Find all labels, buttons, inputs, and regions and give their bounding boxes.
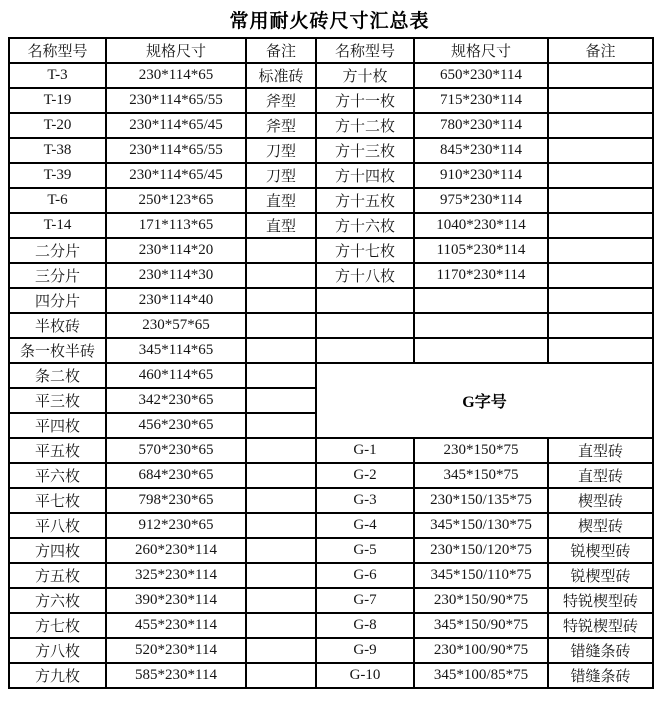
table-cell: 1105*230*114: [414, 238, 548, 263]
table-cell: 方十二枚: [316, 113, 414, 138]
table-cell: 230*114*65: [106, 63, 246, 88]
table-header: [9, 38, 653, 63]
table-cell: 刀型: [246, 138, 316, 163]
table-cell: 230*100/90*75: [414, 638, 548, 663]
table-cell: 半枚砖: [9, 313, 106, 338]
table-cell: 230*114*20: [106, 238, 246, 263]
table-cell: G-1: [316, 438, 414, 463]
table-cell: 715*230*114: [414, 88, 548, 113]
table-cell: 平四枚: [9, 413, 106, 438]
table-cell: [548, 213, 653, 238]
table-cell: 230*114*65/55: [106, 88, 246, 113]
table-cell: [316, 288, 414, 313]
table-cell: 845*230*114: [414, 138, 548, 163]
table-cell: 456*230*65: [106, 413, 246, 438]
page-title: 常用耐火砖尺寸汇总表: [229, 11, 430, 32]
table-cell: 平五枚: [9, 438, 106, 463]
table-row: [9, 188, 653, 213]
table-cell: 方十三枚: [316, 138, 414, 163]
table-cell: 方六枚: [9, 588, 106, 613]
table-row: [9, 488, 653, 513]
table-cell: 570*230*65: [106, 438, 246, 463]
table-cell: [246, 613, 316, 638]
table-cell: 585*230*114: [106, 663, 246, 688]
table-cell: 条二枚: [9, 363, 106, 388]
table-cell: 方九枚: [9, 663, 106, 688]
table-cell: 直型砖: [548, 463, 653, 488]
table-cell: 455*230*114: [106, 613, 246, 638]
table-cell: 975*230*114: [414, 188, 548, 213]
table-row: [9, 213, 653, 238]
table-cell: 345*150/90*75: [414, 613, 548, 638]
table-cell: 特锐楔型砖: [548, 588, 653, 613]
table-cell: T-3: [9, 63, 106, 88]
table-cell: [414, 288, 548, 313]
table-cell: 250*123*65: [106, 188, 246, 213]
table-cell: 方十枚: [316, 63, 414, 88]
table-cell: G-3: [316, 488, 414, 513]
table-cell: 230*114*30: [106, 263, 246, 288]
table-cell: [548, 163, 653, 188]
table-cell: 四分片: [9, 288, 106, 313]
table-cell: 230*114*65/45: [106, 113, 246, 138]
table-row: [9, 63, 653, 88]
table-cell: [548, 313, 653, 338]
table-cell: 230*114*40: [106, 288, 246, 313]
table-row: [9, 88, 653, 113]
table-cell: 直型: [246, 213, 316, 238]
table-cell: 345*150*75: [414, 463, 548, 488]
table-cell: 345*150/130*75: [414, 513, 548, 538]
table-cell: [316, 338, 414, 363]
table-cell: 平八枚: [9, 513, 106, 538]
table-row: [9, 613, 653, 638]
table-cell: 斧型: [246, 88, 316, 113]
table-cell: 楔型砖: [548, 513, 653, 538]
table-cell: [246, 563, 316, 588]
table-cell: [548, 113, 653, 138]
table-cell: 230*114*65/45: [106, 163, 246, 188]
table-cell: 错缝条砖: [548, 638, 653, 663]
table-row: [9, 438, 653, 463]
table-row: [9, 463, 653, 488]
table-cell: [246, 638, 316, 663]
table-cell: 910*230*114: [414, 163, 548, 188]
table-cell: 345*100/85*75: [414, 663, 548, 688]
table-row: [9, 588, 653, 613]
table-row: [9, 638, 653, 663]
column-header: 备注: [548, 38, 653, 63]
table-cell: 刀型: [246, 163, 316, 188]
table-cell: 条一枚半砖: [9, 338, 106, 363]
table-cell: [246, 288, 316, 313]
table-cell: [246, 438, 316, 463]
table-cell: 345*114*65: [106, 338, 246, 363]
table-cell: 错缝条砖: [548, 663, 653, 688]
table-cell: 直型: [246, 188, 316, 213]
table-cell: [246, 663, 316, 688]
table-cell: [246, 463, 316, 488]
column-header: 备注: [246, 38, 316, 63]
table-cell: 二分片: [9, 238, 106, 263]
table-cell: T-6: [9, 188, 106, 213]
table-cell: 650*230*114: [414, 63, 548, 88]
table-cell: G-8: [316, 613, 414, 638]
table-cell: 230*150*75: [414, 438, 548, 463]
table-cell: 325*230*114: [106, 563, 246, 588]
table-cell: [548, 238, 653, 263]
table-cell: 780*230*114: [414, 113, 548, 138]
table-cell: G-10: [316, 663, 414, 688]
table-cell: 520*230*114: [106, 638, 246, 663]
table-body: [9, 63, 653, 688]
table-cell: [246, 338, 316, 363]
g-series-section-label: G字号: [316, 363, 653, 438]
table-cell: 230*150/120*75: [414, 538, 548, 563]
table-cell: 230*114*65/55: [106, 138, 246, 163]
table-cell: [414, 313, 548, 338]
table-cell: 方七枚: [9, 613, 106, 638]
table-cell: 798*230*65: [106, 488, 246, 513]
brick-size-table: [8, 37, 654, 689]
table-row: [9, 538, 653, 563]
table-cell: [414, 338, 548, 363]
table-row: [9, 563, 653, 588]
table-cell: T-39: [9, 163, 106, 188]
table-row: [9, 663, 653, 688]
table-row: [9, 338, 653, 363]
table-cell: T-19: [9, 88, 106, 113]
table-row: [9, 288, 653, 313]
table-cell: 三分片: [9, 263, 106, 288]
table-cell: G-7: [316, 588, 414, 613]
table-cell: 684*230*65: [106, 463, 246, 488]
table-cell: T-14: [9, 213, 106, 238]
table-cell: 230*150/135*75: [414, 488, 548, 513]
table-cell: G-2: [316, 463, 414, 488]
table-row: [9, 113, 653, 138]
table-cell: [246, 488, 316, 513]
table-cell: [316, 313, 414, 338]
table-cell: [246, 313, 316, 338]
table-cell: G-5: [316, 538, 414, 563]
table-cell: 171*113*65: [106, 213, 246, 238]
table-row: [9, 238, 653, 263]
table-cell: [246, 238, 316, 263]
table-cell: 特锐楔型砖: [548, 613, 653, 638]
table-cell: [246, 588, 316, 613]
column-header: 规格尺寸: [414, 38, 548, 63]
table-cell: 方四枚: [9, 538, 106, 563]
table-cell: 方十五枚: [316, 188, 414, 213]
table-cell: [246, 363, 316, 388]
table-cell: G-6: [316, 563, 414, 588]
table-cell: 斧型: [246, 113, 316, 138]
table-cell: 方十四枚: [316, 163, 414, 188]
table-cell: [246, 513, 316, 538]
table-cell: 230*57*65: [106, 313, 246, 338]
table-cell: 楔型砖: [548, 488, 653, 513]
table-row: [9, 363, 653, 388]
table-cell: 平六枚: [9, 463, 106, 488]
column-header: 名称型号: [316, 38, 414, 63]
table-row: [9, 263, 653, 288]
column-header: 名称型号: [9, 38, 106, 63]
table-cell: 平三枚: [9, 388, 106, 413]
column-header: 规格尺寸: [106, 38, 246, 63]
table-cell: T-38: [9, 138, 106, 163]
table-row: [9, 163, 653, 188]
table-cell: [246, 263, 316, 288]
table-cell: 1040*230*114: [414, 213, 548, 238]
table-cell: 方十七枚: [316, 238, 414, 263]
table-cell: 方八枚: [9, 638, 106, 663]
table-cell: 锐楔型砖: [548, 563, 653, 588]
table-cell: 390*230*114: [106, 588, 246, 613]
table-cell: G-4: [316, 513, 414, 538]
table-cell: [548, 338, 653, 363]
table-cell: 1170*230*114: [414, 263, 548, 288]
table-cell: [246, 538, 316, 563]
header-row: [9, 38, 653, 63]
table-cell: 260*230*114: [106, 538, 246, 563]
table-cell: 方十一枚: [316, 88, 414, 113]
table-cell: 345*150/110*75: [414, 563, 548, 588]
table-cell: 460*114*65: [106, 363, 246, 388]
table-cell: [548, 288, 653, 313]
table-cell: 平七枚: [9, 488, 106, 513]
table-cell: [548, 138, 653, 163]
table-row: [9, 138, 653, 163]
table-cell: [246, 413, 316, 438]
table-cell: [548, 188, 653, 213]
table-cell: 230*150/90*75: [414, 588, 548, 613]
table-cell: 方十六枚: [316, 213, 414, 238]
table-cell: [548, 88, 653, 113]
table-cell: 方十八枚: [316, 263, 414, 288]
table-cell: 锐楔型砖: [548, 538, 653, 563]
table-cell: 方五枚: [9, 563, 106, 588]
table-cell: 直型砖: [548, 438, 653, 463]
table-cell: T-20: [9, 113, 106, 138]
table-cell: 标准砖: [246, 63, 316, 88]
table-cell: [548, 263, 653, 288]
table-row: [9, 313, 653, 338]
table-cell: [548, 63, 653, 88]
table-row: [9, 513, 653, 538]
table-cell: 912*230*65: [106, 513, 246, 538]
table-cell: 342*230*65: [106, 388, 246, 413]
table-cell: G-9: [316, 638, 414, 663]
table-cell: [246, 388, 316, 413]
